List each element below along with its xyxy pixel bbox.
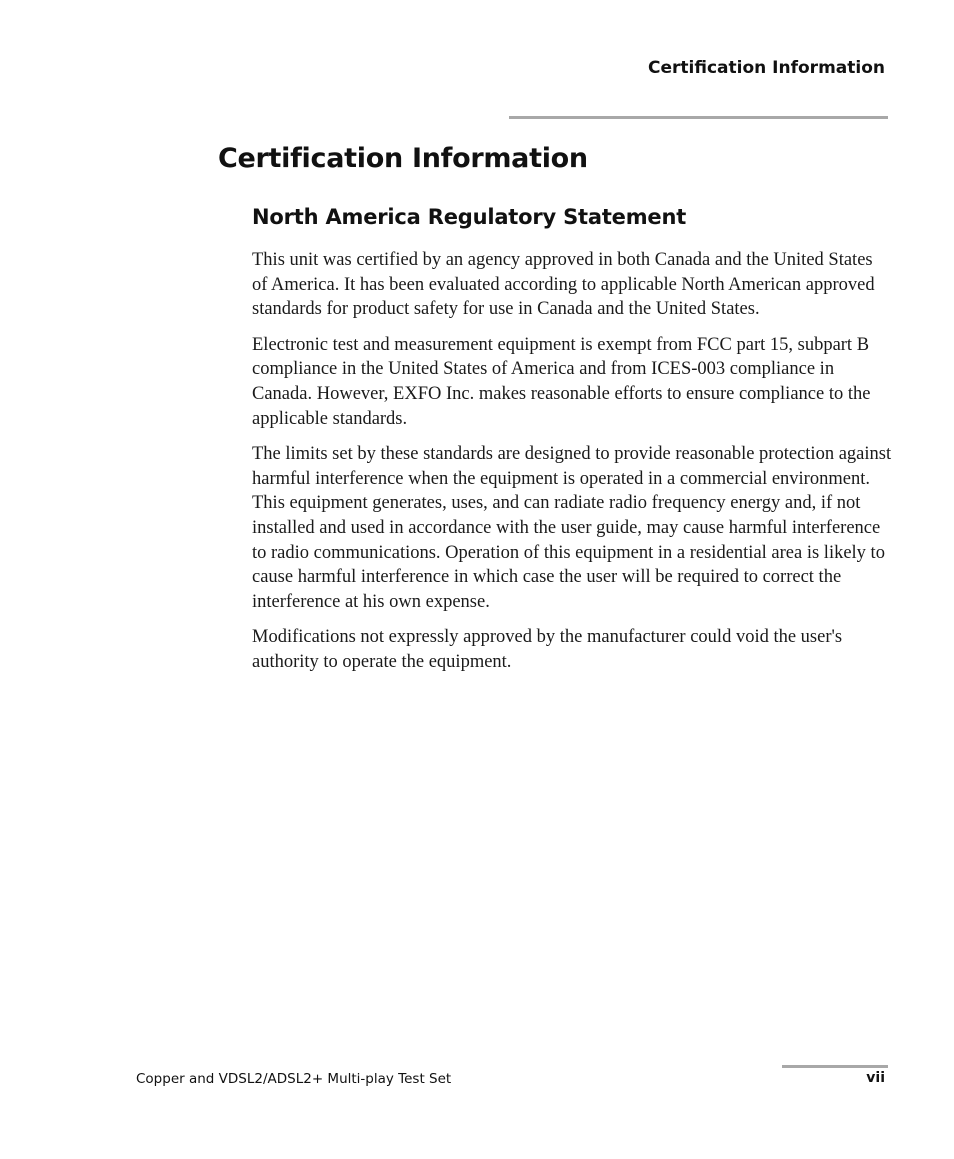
section-heading: North America Regulatory Statement: [252, 205, 687, 229]
page-title: Certification Information: [218, 143, 588, 174]
running-header: Certification Information: [648, 58, 885, 78]
footer-rule: [782, 1065, 888, 1068]
section-body: [252, 248, 892, 686]
paragraph-modifications: Modifications not expressly approved by the manufacturer could void the user's authority to operate the equipment.: [252, 627, 843, 672]
header-rule: [509, 116, 888, 119]
paragraph-exemption: Electronic test and measurement equipment is exempt from FCC part 15, subpart B compliance in the United States of America and from ICES-003 compliance in Canada. However, EXFO Inc. makes reasonable efforts to ensure compliance to the applicable standards.: [252, 334, 871, 429]
page-number: vii: [866, 1070, 885, 1086]
paragraph-certification: This unit was certified by an agency approved in both Canada and the United States of America. It has been evaluated according to applicable North American approved standards for product safety for use in Canada and the United States.: [252, 250, 875, 320]
paragraph-limits: The limits set by these standards are designed to provide reasonable protection against harmful interference when the equipment is operated in a commercial environment. This equipment generates, uses, and can radiate radio frequency energy and, if not installed and used in accordance with the user guide, may cause harmful interference to radio communications. Operation of this equipment in a residential area is likely to cause harmful interference in which case the user will be required to correct the interference at his own expense.: [252, 444, 892, 612]
footer-product-title: Copper and VDSL2/ADSL2+ Multi-play Test Set: [136, 1071, 452, 1087]
